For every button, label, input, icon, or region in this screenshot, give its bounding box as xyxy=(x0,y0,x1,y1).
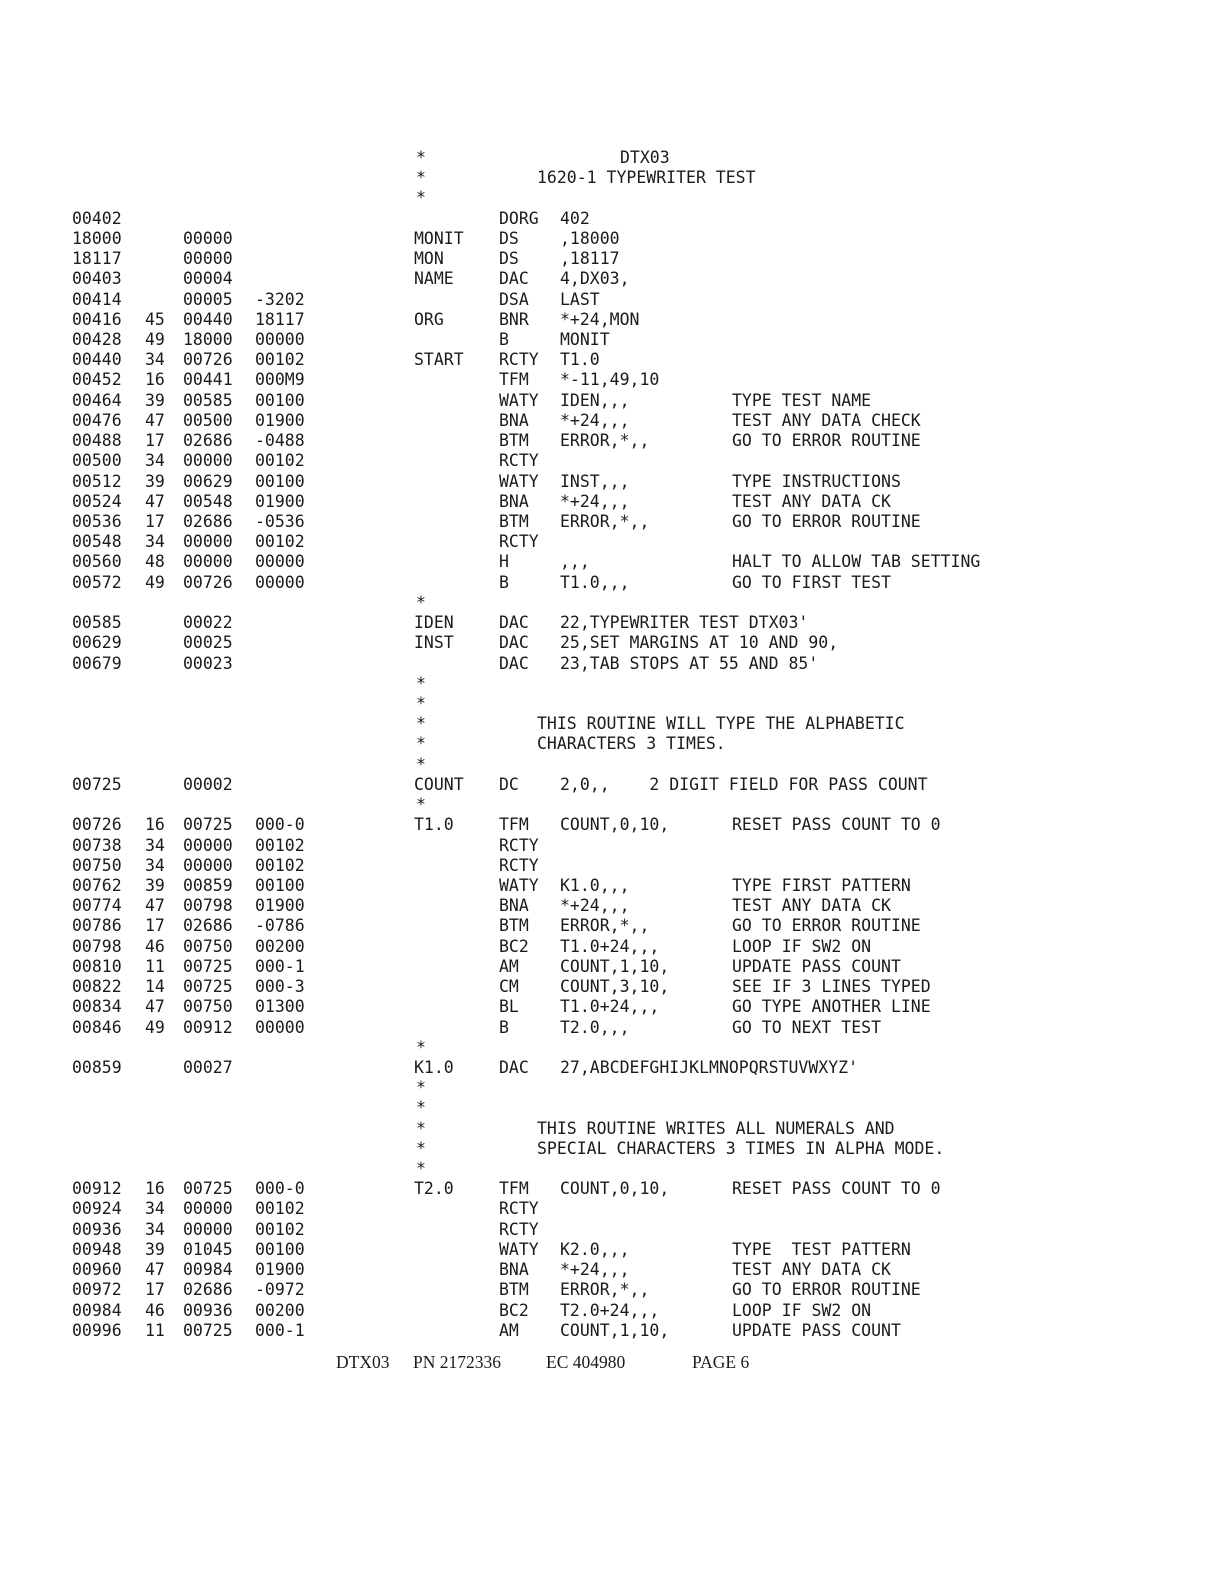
label-cell: START xyxy=(414,350,464,370)
mnemonic-cell: DAC xyxy=(499,613,529,633)
q-field-cell: 00100 xyxy=(255,875,305,895)
mnemonic-cell: BTM xyxy=(499,431,529,451)
p-field-cell: 00441 xyxy=(183,370,233,390)
operand-cell: INST,,, xyxy=(560,471,630,491)
label-cell: ORG xyxy=(414,309,444,329)
q-field-cell: 00100 xyxy=(255,1239,305,1259)
mnemonic-cell: BC2 xyxy=(499,1300,529,1320)
remark-text: CHARACTERS 3 TIMES. xyxy=(537,734,726,754)
operand-cell: COUNT,3,10, xyxy=(560,977,670,996)
comment-cell: RESET PASS COUNT TO 0 xyxy=(732,815,941,835)
mnemonic-cell: RCTY xyxy=(499,350,539,370)
opcode-cell: 47 xyxy=(145,896,165,916)
label-cell: COUNT xyxy=(414,774,464,794)
mnemonic-cell: BC2 xyxy=(499,936,529,956)
operand-cell: 2,0,, 2 DIGIT FIELD FOR PASS COUNT xyxy=(560,774,928,794)
address-cell: 00960 xyxy=(72,1260,122,1280)
comment-cell: TEST ANY DATA CK xyxy=(732,491,891,511)
operand-cell: *-11,49,10 xyxy=(560,370,660,390)
comment-asterisk: * xyxy=(416,168,426,188)
p-field-cell: 00005 xyxy=(183,289,233,309)
address-cell: 00500 xyxy=(72,451,122,471)
p-field-cell: 00500 xyxy=(183,410,233,430)
q-field-cell: 01900 xyxy=(255,1260,305,1280)
p-field-cell: 00000 xyxy=(183,532,233,552)
opcode-cell: 49 xyxy=(145,572,165,592)
label-cell: MON xyxy=(414,249,444,269)
address-cell: 00414 xyxy=(72,289,122,309)
p-field-cell: 00025 xyxy=(183,633,233,653)
operand-cell: 23,TAB STOPS AT 55 AND 85' xyxy=(560,653,819,673)
p-field-cell: 00750 xyxy=(183,997,233,1017)
address-cell: 00798 xyxy=(72,936,122,956)
q-field-cell: 00000 xyxy=(255,330,305,349)
opcode-cell: 17 xyxy=(145,512,165,531)
operand-cell: COUNT,0,10, xyxy=(560,1179,670,1199)
operand-cell: K2.0,,, xyxy=(560,1239,630,1259)
p-field-cell: 00000 xyxy=(183,855,233,875)
mnemonic-cell: BL xyxy=(499,997,519,1017)
mnemonic-cell: WATY xyxy=(499,1239,539,1259)
mnemonic-cell: DAC xyxy=(499,633,529,653)
address-cell: 00725 xyxy=(72,774,122,794)
q-field-cell: 00102 xyxy=(255,451,305,471)
mnemonic-cell: BTM xyxy=(499,512,529,531)
mnemonic-cell: AM xyxy=(499,956,519,976)
operand-cell: ERROR,*,, xyxy=(560,431,650,451)
mnemonic-cell: DC xyxy=(499,774,519,794)
operand-cell: T2.0,,, xyxy=(560,1017,630,1037)
p-field-cell: 00004 xyxy=(183,269,233,289)
address-cell: 00972 xyxy=(72,1280,122,1300)
p-field-cell: 00000 xyxy=(183,451,233,471)
mnemonic-cell: BTM xyxy=(499,916,529,936)
operand-cell: IDEN,,, xyxy=(560,390,630,410)
address-cell: 00629 xyxy=(72,633,122,653)
opcode-cell: 39 xyxy=(145,390,165,410)
q-field-cell: 00000 xyxy=(255,1017,305,1037)
mnemonic-cell: RCTY xyxy=(499,532,539,552)
q-field-cell: 000-1 xyxy=(255,1320,305,1340)
comment-cell: TYPE INSTRUCTIONS xyxy=(732,471,901,491)
label-cell: NAME xyxy=(414,269,454,289)
address-cell: 00512 xyxy=(72,471,122,491)
p-field-cell: 00750 xyxy=(183,936,233,956)
opcode-cell: 16 xyxy=(145,1179,165,1199)
mnemonic-cell: DS xyxy=(499,249,519,269)
operand-cell: COUNT,0,10, xyxy=(560,815,670,835)
p-field-cell: 00000 xyxy=(183,1199,233,1219)
mnemonic-cell: BNA xyxy=(499,410,529,430)
operand-cell: ,18000 xyxy=(560,228,620,248)
p-field-cell: 02686 xyxy=(183,512,233,531)
q-field-cell: 00102 xyxy=(255,1199,305,1219)
comment-cell: TYPE FIRST PATTERN xyxy=(732,875,911,895)
mnemonic-cell: DSA xyxy=(499,289,529,309)
address-cell: 00846 xyxy=(72,1017,122,1037)
q-field-cell: 00000 xyxy=(255,552,305,572)
comment-asterisk: * xyxy=(416,714,426,734)
p-field-cell: 00726 xyxy=(183,572,233,592)
remark-text: THIS ROUTINE WRITES ALL NUMERALS AND xyxy=(537,1118,895,1138)
mnemonic-cell: B xyxy=(499,572,509,592)
p-field-cell: 00725 xyxy=(183,1320,233,1340)
comment-cell: UPDATE PASS COUNT xyxy=(732,956,901,976)
q-field-cell: 000-3 xyxy=(255,977,305,996)
footer-program: DTX03 xyxy=(336,1352,390,1372)
comment-asterisk: * xyxy=(416,673,426,693)
mnemonic-cell: RCTY xyxy=(499,1199,539,1219)
q-field-cell: 00102 xyxy=(255,855,305,875)
comment-asterisk: * xyxy=(416,1078,426,1098)
opcode-cell: 34 xyxy=(145,451,165,471)
opcode-cell: 39 xyxy=(145,1239,165,1259)
comment-cell: GO TO FIRST TEST xyxy=(732,572,891,592)
address-cell: 00548 xyxy=(72,532,122,552)
mnemonic-cell: BNA xyxy=(499,896,529,916)
p-field-cell: 00027 xyxy=(183,1057,233,1077)
comment-cell: TYPE TEST NAME xyxy=(732,390,872,410)
opcode-cell: 49 xyxy=(145,330,165,349)
comment-cell: GO TO ERROR ROUTINE xyxy=(732,916,921,936)
p-field-cell: 00859 xyxy=(183,875,233,895)
q-field-cell: 00200 xyxy=(255,1300,305,1320)
operand-cell: 4,DX03, xyxy=(560,269,630,289)
q-field-cell: -0488 xyxy=(255,431,305,451)
q-field-cell: 00200 xyxy=(255,936,305,956)
comment-asterisk: * xyxy=(416,1138,426,1158)
p-field-cell: 01045 xyxy=(183,1239,233,1259)
address-cell: 00488 xyxy=(72,431,122,451)
operand-cell: 25,SET MARGINS AT 10 AND 90, xyxy=(560,633,839,653)
mnemonic-cell: RCTY xyxy=(499,835,539,855)
opcode-cell: 11 xyxy=(145,956,165,976)
comment-cell: TEST ANY DATA CHECK xyxy=(732,410,921,430)
comment-asterisk: * xyxy=(416,148,426,167)
opcode-cell: 39 xyxy=(145,471,165,491)
address-cell: 00822 xyxy=(72,977,122,996)
address-cell: 00416 xyxy=(72,309,122,329)
comment-cell: GO TYPE ANOTHER LINE xyxy=(732,997,931,1017)
mnemonic-cell: RCTY xyxy=(499,855,539,875)
address-cell: 00452 xyxy=(72,370,122,390)
q-field-cell: 000-0 xyxy=(255,815,305,835)
opcode-cell: 45 xyxy=(145,309,165,329)
p-field-cell: 00725 xyxy=(183,1179,233,1199)
operand-cell: LAST xyxy=(560,289,600,309)
page-footer xyxy=(336,1351,750,1373)
operand-cell: ,18117 xyxy=(560,249,620,269)
footer-ec: EC 404980 xyxy=(546,1352,626,1372)
listing-title: DTX03 xyxy=(620,148,670,167)
footer-page: PAGE 6 xyxy=(692,1352,750,1372)
opcode-cell: 49 xyxy=(145,1017,165,1037)
p-field-cell: 00023 xyxy=(183,653,233,673)
comment-cell: TYPE TEST PATTERN xyxy=(732,1239,911,1259)
operand-cell: *+24,MON xyxy=(560,309,640,329)
operand-cell: *+24,,, xyxy=(560,491,630,511)
address-cell: 00476 xyxy=(72,410,122,430)
q-field-cell: 000-0 xyxy=(255,1179,305,1199)
mnemonic-cell: WATY xyxy=(499,390,539,410)
address-cell: 00996 xyxy=(72,1320,122,1340)
p-field-cell: 00002 xyxy=(183,774,233,794)
operand-cell: 402 xyxy=(560,208,590,228)
p-field-cell: 18000 xyxy=(183,330,233,349)
address-cell: 00912 xyxy=(72,1179,122,1199)
address-cell: 18117 xyxy=(72,249,122,269)
operand-cell: MONIT xyxy=(560,330,610,349)
q-field-cell: 00102 xyxy=(255,1219,305,1239)
q-field-cell: 00102 xyxy=(255,835,305,855)
address-cell: 00464 xyxy=(72,390,122,410)
p-field-cell: 00984 xyxy=(183,1260,233,1280)
p-field-cell: 02686 xyxy=(183,916,233,936)
comment-asterisk: * xyxy=(416,734,426,754)
mnemonic-cell: TFM xyxy=(499,370,529,390)
q-field-cell: -0972 xyxy=(255,1280,305,1300)
p-field-cell: 02686 xyxy=(183,1280,233,1300)
comment-cell: UPDATE PASS COUNT xyxy=(732,1320,901,1340)
operand-cell: T1.0+24,,, xyxy=(560,997,660,1017)
mnemonic-cell: H xyxy=(499,552,509,572)
q-field-cell: -0786 xyxy=(255,916,305,936)
address-cell: 00572 xyxy=(72,572,122,592)
operand-cell: ERROR,*,, xyxy=(560,1280,650,1300)
p-field-cell: 00000 xyxy=(183,552,233,572)
address-cell: 00726 xyxy=(72,815,122,835)
p-field-cell: 00936 xyxy=(183,1300,233,1320)
mnemonic-cell: B xyxy=(499,330,509,349)
address-cell: 00524 xyxy=(72,491,122,511)
address-cell: 00948 xyxy=(72,1239,122,1259)
q-field-cell: 01900 xyxy=(255,410,305,430)
opcode-cell: 34 xyxy=(145,835,165,855)
operand-cell: 22,TYPEWRITER TEST DTX03' xyxy=(560,613,809,633)
mnemonic-cell: DS xyxy=(499,228,519,248)
opcode-cell: 34 xyxy=(145,1199,165,1219)
p-field-cell: 00000 xyxy=(183,1219,233,1239)
q-field-cell: 01300 xyxy=(255,997,305,1017)
operand-cell: ERROR,*,, xyxy=(560,512,650,531)
comment-cell: GO TO ERROR ROUTINE xyxy=(732,431,921,451)
comment-asterisk: * xyxy=(416,754,426,774)
q-field-cell: 000-1 xyxy=(255,956,305,976)
comment-asterisk: * xyxy=(416,1118,426,1138)
p-field-cell: 00000 xyxy=(183,249,233,269)
address-cell: 00428 xyxy=(72,330,122,349)
address-cell: 00560 xyxy=(72,552,122,572)
operand-cell: COUNT,1,10, xyxy=(560,956,670,976)
address-cell: 00536 xyxy=(72,512,122,531)
q-field-cell: 00100 xyxy=(255,471,305,491)
opcode-cell: 16 xyxy=(145,815,165,835)
opcode-cell: 34 xyxy=(145,855,165,875)
comment-cell: RESET PASS COUNT TO 0 xyxy=(732,1179,941,1199)
q-field-cell: 000M9 xyxy=(255,370,305,390)
operand-cell: COUNT,1,10, xyxy=(560,1320,670,1340)
p-field-cell: 00725 xyxy=(183,815,233,835)
comment-asterisk: * xyxy=(416,1037,426,1057)
comment-cell: GO TO ERROR ROUTINE xyxy=(732,512,921,531)
operand-cell: *+24,,, xyxy=(560,410,630,430)
label-cell: IDEN xyxy=(414,613,454,633)
mnemonic-cell: RCTY xyxy=(499,1219,539,1239)
address-cell: 00679 xyxy=(72,653,122,673)
address-cell: 00786 xyxy=(72,916,122,936)
q-field-cell: 18117 xyxy=(255,309,305,329)
comment-asterisk: * xyxy=(416,1098,426,1118)
opcode-cell: 48 xyxy=(145,552,165,572)
opcode-cell: 11 xyxy=(145,1320,165,1340)
opcode-cell: 16 xyxy=(145,370,165,390)
p-field-cell: 00798 xyxy=(183,896,233,916)
operand-cell: *+24,,, xyxy=(560,1260,630,1280)
comment-cell: LOOP IF SW2 ON xyxy=(732,936,872,956)
operand-cell: T1.0+24,,, xyxy=(560,936,660,956)
operand-cell: T2.0+24,,, xyxy=(560,1300,660,1320)
p-field-cell: 00726 xyxy=(183,350,233,370)
comment-asterisk: * xyxy=(416,188,426,208)
p-field-cell: 00725 xyxy=(183,956,233,976)
q-field-cell: 00100 xyxy=(255,390,305,410)
q-field-cell: 00102 xyxy=(255,532,305,552)
operand-cell: *+24,,, xyxy=(560,896,630,916)
comment-cell: LOOP IF SW2 ON xyxy=(732,1300,872,1320)
comment-cell: TEST ANY DATA CK xyxy=(732,896,891,916)
address-cell: 00984 xyxy=(72,1300,122,1320)
opcode-cell: 17 xyxy=(145,431,165,451)
address-cell: 18000 xyxy=(72,228,122,248)
operand-cell: T1.0 xyxy=(560,350,600,370)
opcode-cell: 14 xyxy=(145,977,165,996)
p-field-cell: 00022 xyxy=(183,613,233,633)
q-field-cell: 00000 xyxy=(255,572,305,592)
address-cell: 00810 xyxy=(72,956,122,976)
comment-cell: TEST ANY DATA CK xyxy=(732,1260,891,1280)
p-field-cell: 00629 xyxy=(183,471,233,491)
operand-cell: ,,, xyxy=(560,552,590,572)
p-field-cell: 00440 xyxy=(183,309,233,329)
mnemonic-cell: B xyxy=(499,1017,509,1037)
mnemonic-cell: AM xyxy=(499,1320,519,1340)
address-cell: 00585 xyxy=(72,613,122,633)
opcode-cell: 47 xyxy=(145,491,165,511)
p-field-cell: 00912 xyxy=(183,1017,233,1037)
mnemonic-cell: TFM xyxy=(499,815,529,835)
comment-asterisk: * xyxy=(416,693,426,713)
mnemonic-cell: DAC xyxy=(499,269,529,289)
address-cell: 00738 xyxy=(72,835,122,855)
mnemonic-cell: RCTY xyxy=(499,451,539,471)
opcode-cell: 46 xyxy=(145,936,165,956)
address-cell: 00403 xyxy=(72,269,122,289)
address-cell: 00936 xyxy=(72,1219,122,1239)
q-field-cell: -0536 xyxy=(255,512,305,531)
opcode-cell: 47 xyxy=(145,1260,165,1280)
opcode-cell: 34 xyxy=(145,1219,165,1239)
address-cell: 00402 xyxy=(72,208,122,228)
p-field-cell: 00725 xyxy=(183,977,233,996)
label-cell: T1.0 xyxy=(414,815,454,835)
comment-asterisk: * xyxy=(416,592,426,612)
operand-cell: K1.0,,, xyxy=(560,875,630,895)
p-field-cell: 00000 xyxy=(183,228,233,248)
address-cell: 00859 xyxy=(72,1057,122,1077)
comment-cell: GO TO ERROR ROUTINE xyxy=(732,1280,921,1300)
address-cell: 00762 xyxy=(72,875,122,895)
q-field-cell: 01900 xyxy=(255,896,305,916)
label-cell: INST xyxy=(414,633,454,653)
label-cell: K1.0 xyxy=(414,1057,454,1077)
mnemonic-cell: DAC xyxy=(499,653,529,673)
mnemonic-cell: CM xyxy=(499,977,519,996)
operand-cell: 27,ABCDEFGHIJKLMNOPQRSTUVWXYZ' xyxy=(560,1057,859,1077)
remark-text: THIS ROUTINE WILL TYPE THE ALPHABETIC xyxy=(537,714,905,734)
opcode-cell: 34 xyxy=(145,350,165,370)
remark-text: SPECIAL CHARACTERS 3 TIMES IN ALPHA MODE. xyxy=(537,1138,945,1158)
mnemonic-cell: BNA xyxy=(499,1260,529,1280)
footer-part-number: PN 2172336 xyxy=(413,1352,501,1372)
opcode-cell: 17 xyxy=(145,916,165,936)
q-field-cell: -3202 xyxy=(255,289,305,309)
p-field-cell: 00548 xyxy=(183,491,233,511)
p-field-cell: 00585 xyxy=(183,390,233,410)
mnemonic-cell: TFM xyxy=(499,1179,529,1199)
comment-cell: HALT TO ALLOW TAB SETTING xyxy=(732,552,981,572)
address-cell: 00774 xyxy=(72,896,122,916)
q-field-cell: 00102 xyxy=(255,350,305,370)
mnemonic-cell: BNR xyxy=(499,309,529,329)
mnemonic-cell: WATY xyxy=(499,875,539,895)
mnemonic-cell: BTM xyxy=(499,1280,529,1300)
comment-asterisk: * xyxy=(416,795,426,814)
address-cell: 00440 xyxy=(72,350,122,370)
operand-cell: T1.0,,, xyxy=(560,572,630,592)
opcode-cell: 46 xyxy=(145,1300,165,1320)
label-cell: T2.0 xyxy=(414,1179,454,1199)
address-cell: 00750 xyxy=(72,855,122,875)
opcode-cell: 47 xyxy=(145,410,165,430)
comment-asterisk: * xyxy=(416,1159,426,1178)
address-cell: 00924 xyxy=(72,1199,122,1219)
q-field-cell: 01900 xyxy=(255,491,305,511)
listing-subtitle: 1620-1 TYPEWRITER TEST xyxy=(537,168,756,188)
p-field-cell: 00000 xyxy=(183,835,233,855)
p-field-cell: 02686 xyxy=(183,431,233,451)
opcode-cell: 47 xyxy=(145,997,165,1017)
label-cell: MONIT xyxy=(414,228,464,248)
comment-cell: SEE IF 3 LINES TYPED xyxy=(732,977,931,996)
mnemonic-cell: WATY xyxy=(499,471,539,491)
comment-cell: GO TO NEXT TEST xyxy=(732,1017,882,1037)
mnemonic-cell: DORG xyxy=(499,208,539,228)
mnemonic-cell: BNA xyxy=(499,491,529,511)
address-cell: 00834 xyxy=(72,997,122,1017)
operand-cell: ERROR,*,, xyxy=(560,916,650,936)
opcode-cell: 17 xyxy=(145,1280,165,1300)
opcode-cell: 39 xyxy=(145,875,165,895)
mnemonic-cell: DAC xyxy=(499,1057,529,1077)
opcode-cell: 34 xyxy=(145,532,165,552)
